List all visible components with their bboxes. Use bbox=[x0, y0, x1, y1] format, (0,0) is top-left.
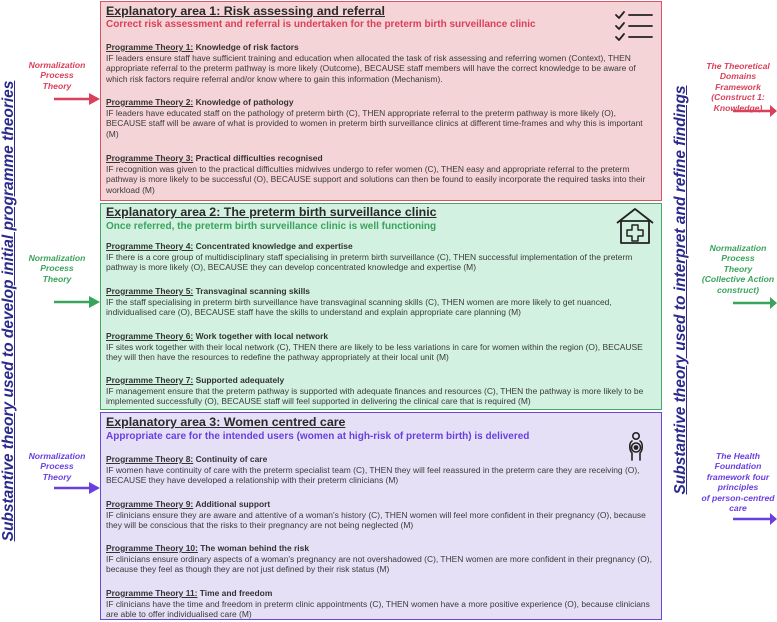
pt-9-text: IF clinicians ensure they are aware and attentive of a woman's history (C), THEN women will feel more confident in their pregnancy (O), because they will be conscious that the risks to their pregnancy are not being neglected (M) bbox=[106, 509, 646, 531]
pt-1-text: IF leaders ensure staff have sufficient training and education when allocated the task of risk assessing and referring women (Context), THEN appropriate referral to the preterm pathway is more likely (Outcome), BECAUSE staff members will have the correct knowledge to be aware of which risk factors require referral and/or know where to gain this information (Mechanism). bbox=[106, 52, 636, 85]
pt-1-number: Programme Theory 1: bbox=[106, 42, 194, 52]
programme-theory-11 bbox=[106, 588, 657, 620]
pt-11-name: Time and freedom bbox=[197, 588, 273, 598]
programme-theory-8 bbox=[106, 454, 657, 486]
pt-6-name: Work together with local network bbox=[193, 331, 329, 341]
right-label-area-2: Normalization Process Theory (Collective Action construct) bbox=[701, 243, 775, 295]
pt-10-number: Programme Theory 10: bbox=[106, 543, 198, 553]
left-arrow-3 bbox=[54, 481, 100, 495]
programme-theory-1 bbox=[106, 42, 657, 85]
pt-8-name: Continuity of care bbox=[193, 454, 268, 464]
pt-8-text: IF women have continuity of care with the preterm specialist team (C), THEN they will feel reassured in the preterm care they are receiving (O), BECAUSE they have developed a relationship with their preterm clinicians (M) bbox=[106, 464, 640, 486]
programme-theory-5 bbox=[106, 286, 657, 318]
left-label-area-2: Normalization Process Theory bbox=[28, 253, 86, 284]
area-2-title: Explanatory area 2: The preterm birth surveillance clinic bbox=[106, 205, 437, 219]
pt-10-name: The woman behind the risk bbox=[197, 543, 310, 553]
pt-1-name: Knowledge of risk factors bbox=[193, 42, 299, 52]
pt-10-text: IF clinicians ensure ordinary aspects of a woman's pregnancy are not overshadowed (C), THEN women are more confident in their pregnancy (O), because they feel as though they are not just defined by their risk status (M) bbox=[106, 553, 652, 575]
pt-5-name: Transvaginal scanning skills bbox=[193, 286, 310, 296]
programme-theory-4 bbox=[106, 241, 657, 273]
programme-theory-6 bbox=[106, 331, 657, 363]
pt-9-name: Additional support bbox=[193, 499, 271, 509]
pt-7-number: Programme Theory 7: bbox=[106, 375, 194, 385]
pt-4-text: IF there is a core group of multidisciplinary staff specialising in preterm birth surveillance (C), THEN successful implementation of the preterm pathway is more likely (O), BECAUSE they can develop concentrated knowledge and expertise (M) bbox=[106, 251, 633, 273]
left-label-area-3: Normalization Process Theory bbox=[28, 451, 86, 482]
pt-2-number: Programme Theory 2: bbox=[106, 97, 194, 107]
pt-6-number: Programme Theory 6: bbox=[106, 331, 194, 341]
right-vertical-title: Substantive theory used to interpret and refine findings bbox=[672, 85, 689, 495]
pt-11-number: Programme Theory 11: bbox=[106, 588, 198, 598]
pt-8-number: Programme Theory 8: bbox=[106, 454, 194, 464]
programme-theory-10 bbox=[106, 543, 657, 575]
pt-7-name: Supported adequately bbox=[193, 375, 285, 385]
left-arrow-2 bbox=[54, 295, 100, 309]
pt-4-name: Concentrated knowledge and expertise bbox=[193, 241, 353, 251]
pt-2-name: Knowledge of pathology bbox=[193, 97, 294, 107]
area-2-subtitle: Once referred, the preterm birth surveillance clinic is well functioning bbox=[106, 221, 437, 232]
programme-theory-2 bbox=[106, 97, 657, 140]
pt-3-name: Practical difficulties recognised bbox=[193, 153, 323, 163]
programme-theory-3 bbox=[106, 153, 657, 196]
hospital-icon bbox=[615, 207, 655, 245]
left-label-area-1: Normalization Process Theory bbox=[28, 60, 86, 91]
area-3-title: Explanatory area 3: Women centred care bbox=[106, 415, 346, 429]
right-arrow-3 bbox=[733, 512, 777, 526]
pt-2-text: IF leaders have educated staff on the pathology of preterm birth (C), THEN appropriate referral to the preterm pathway is more likely (O), BECAUSE staff will be aware of what is provided to women in preterm birth surveillance clinics at different time-frames and why this is important (M) bbox=[106, 107, 643, 140]
pt-4-number: Programme Theory 4: bbox=[106, 241, 194, 251]
pt-5-number: Programme Theory 5: bbox=[106, 286, 194, 296]
left-vertical-title: Substantive theory used to develop initial programme theories bbox=[0, 80, 17, 542]
pt-11-text: IF clinicians have the time and freedom in preterm clinic appointments (C), THEN women have a more positive experience (O), because clinicians are able to offer individualised care (M) bbox=[106, 598, 650, 620]
programme-theory-9 bbox=[106, 499, 657, 531]
area-3-subtitle: Appropriate care for the intended users (women at high-risk of preterm birth) is delivered bbox=[106, 431, 530, 442]
right-arrow-2 bbox=[733, 296, 777, 310]
pt-6-text: IF sites work together with their local network (C), THEN there are likely to be less variations in care for women within the region (O), BECAUSE they will then have the resources to redefine the pathway appropriately at their local unit (M) bbox=[106, 341, 643, 363]
checklist-icon bbox=[614, 10, 654, 42]
programme-theory-7 bbox=[106, 375, 657, 407]
pt-9-number: Programme Theory 9: bbox=[106, 499, 194, 509]
explanatory-area-3 bbox=[100, 412, 662, 620]
area-1-title: Explanatory area 1: Risk assessing and referral bbox=[106, 4, 385, 18]
pt-3-text: IF recognition was given to the practical difficulties midwives undergo to refer women (C), THEN easy and appropriate referral to the preterm pathway is more likely to be successful (O), BECAUSE support and solutions can then be found to easily incorporate the required tasks into their workload (M) bbox=[106, 163, 646, 196]
explanatory-area-2 bbox=[100, 203, 662, 410]
left-arrow-1 bbox=[54, 92, 100, 106]
explanatory-area-1 bbox=[100, 1, 662, 201]
pt-7-text: IF management ensure that the preterm pathway is supported with adequate finances and resources (C), THEN the pathway is more likely to be implemented successfully (O), BECAUSE staff will feel supported in delivering the clinical care that is required (M) bbox=[106, 385, 644, 407]
right-label-area-3: The Health Foundation framework four principles of person-centred care bbox=[701, 451, 775, 514]
pt-5-text: IF the staff specialising in preterm birth surveillance have transvaginal scanning skills (C), THEN women are more likely to get nuanced, individualised care (O), BECAUSE staff have the skills to understand and explain appropriate care planning (M) bbox=[106, 296, 612, 318]
right-label-area-1: The Theoretical Domains Framework (Construct 1: Knowledge) bbox=[706, 61, 770, 113]
pt-3-number: Programme Theory 3: bbox=[106, 153, 194, 163]
area-1-subtitle: Correct risk assessment and referral is undertaken for the preterm birth surveillance clinic bbox=[106, 19, 536, 30]
right-arrow-1 bbox=[733, 104, 777, 118]
